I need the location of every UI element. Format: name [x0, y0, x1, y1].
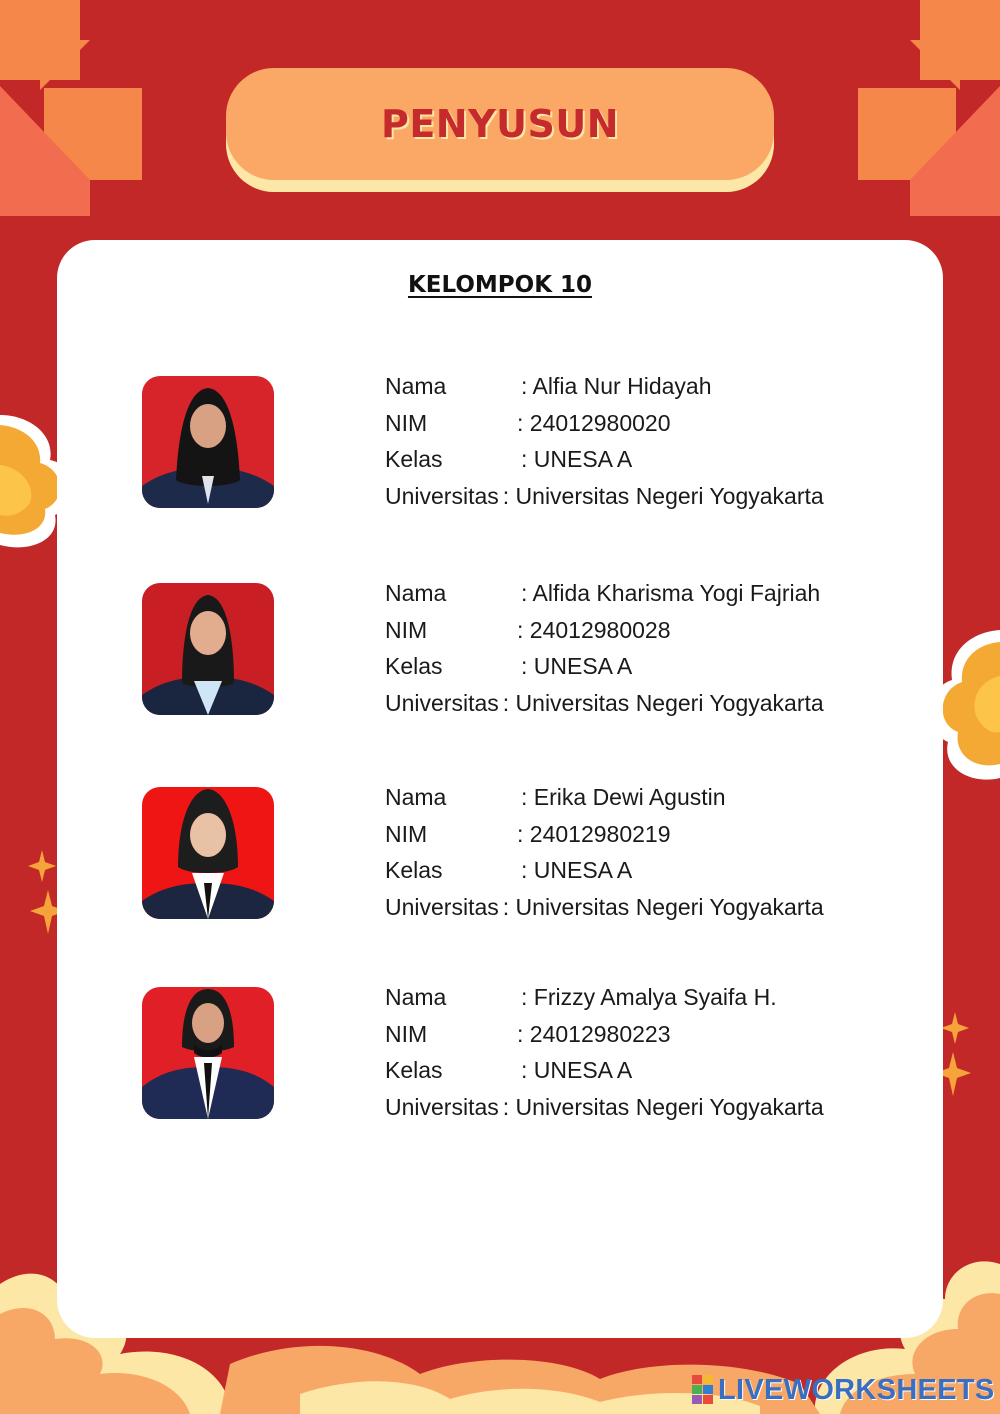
liveworksheets-logo-icon [692, 1375, 714, 1405]
title-banner [226, 68, 774, 180]
corner-decoration-right [840, 0, 1000, 220]
member-card [0, 984, 1000, 1127]
nim-value: : 24012980219 [517, 820, 671, 847]
nama-value: : Erika Dewi Agustin [521, 784, 726, 810]
kelas-label: Kelas [385, 446, 443, 473]
nim-label: NIM [385, 616, 428, 643]
nim-label: NIM [385, 409, 428, 436]
universitas-label: Universitas [385, 690, 499, 717]
universitas-value: : Universitas Negeri Yogyakarta [502, 690, 824, 717]
kelas-value: : UNESA A [521, 1057, 633, 1084]
kelas-label: Kelas [385, 1057, 443, 1084]
group-title: KELOMPOK 10 [407, 272, 593, 298]
member-card [0, 580, 1000, 723]
nama-value: : Frizzy Amalya Syaifa H. [521, 984, 777, 1010]
liveworksheets-wordmark: LIVEWORKSHEETS [718, 1373, 995, 1406]
nama-value: : Alfia Nur Hidayah [521, 373, 712, 399]
nama-label: Nama [385, 373, 447, 399]
nama-label: Nama [385, 784, 447, 810]
nim-label: NIM [385, 1020, 428, 1047]
universitas-label: Universitas [385, 894, 499, 921]
page-title: PENYUSUN [380, 102, 619, 146]
universitas-value: : Universitas Negeri Yogyakarta [502, 894, 824, 921]
kelas-value: : UNESA A [521, 857, 633, 884]
corner-decoration-left [0, 0, 160, 220]
member-photo [142, 583, 274, 715]
nama-label: Nama [385, 984, 447, 1010]
nim-value: : 24012980020 [517, 409, 671, 436]
member-photo [142, 987, 274, 1119]
kelas-label: Kelas [385, 653, 443, 680]
member-info [385, 779, 824, 926]
member-photo [142, 787, 274, 919]
nama-value: : Alfida Kharisma Yogi Fajriah [521, 580, 821, 606]
member-info [385, 368, 824, 515]
member-info [385, 979, 824, 1126]
universitas-label: Universitas [385, 483, 499, 510]
nim-label: NIM [385, 820, 428, 847]
member-card [0, 784, 1000, 927]
universitas-value: : Universitas Negeri Yogyakarta [502, 483, 824, 510]
nama-label: Nama [385, 580, 447, 606]
universitas-label: Universitas [385, 1094, 499, 1121]
member-photo [142, 376, 274, 508]
liveworksheets-logo [692, 1372, 995, 1408]
kelas-label: Kelas [385, 857, 443, 884]
nim-value: : 24012980223 [517, 1020, 671, 1047]
member-card [0, 373, 1000, 516]
kelas-value: : UNESA A [521, 446, 633, 473]
member-info [385, 575, 824, 722]
universitas-value: : Universitas Negeri Yogyakarta [502, 1094, 824, 1121]
nim-value: : 24012980028 [517, 616, 671, 643]
kelas-value: : UNESA A [521, 653, 633, 680]
